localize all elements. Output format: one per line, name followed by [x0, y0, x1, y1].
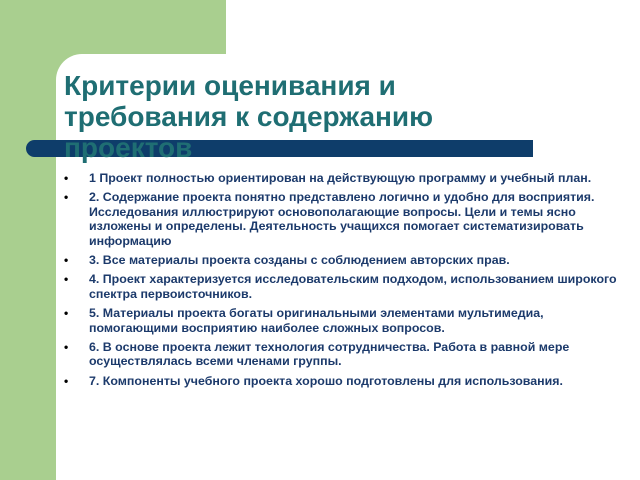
list-item: [64, 272, 624, 301]
list-item-text: 7. Компоненты учебного проекта хорошо подготовлены для использования.: [89, 373, 563, 388]
bullet-icon: •: [64, 306, 69, 321]
list-item: [64, 253, 624, 267]
bullet-icon: •: [64, 272, 69, 287]
title-line-1: Критерии оценивания и: [64, 70, 396, 101]
list-item-text: 3. Все материалы проекта созданы с соблюдением авторских прав.: [89, 253, 510, 268]
list-item: [64, 306, 624, 335]
list-item: [64, 340, 624, 369]
list-item-text: 5. Материалы проекта богаты оригинальными элементами мультимедиа, помогающими восприятию наиболее сложных вопросов.: [89, 306, 544, 335]
bullet-icon: •: [64, 340, 69, 355]
list-item: [64, 190, 624, 248]
bullet-icon: •: [64, 190, 69, 205]
bullet-icon: •: [64, 253, 69, 268]
bullet-icon: •: [64, 171, 69, 185]
list-item: [64, 171, 624, 185]
title-line-2: требования к содержанию: [64, 101, 434, 132]
criteria-list: [64, 171, 624, 393]
bullet-icon: •: [64, 373, 69, 388]
list-item-text: 4. Проект характеризуется исследовательским подходом, использованием широкого спектра первоисточников.: [89, 272, 617, 301]
list-item: [64, 374, 624, 388]
list-item-text: 6. В основе проекта лежит технология сотрудничества. Работа в равной мере осуществлялась всеми членами группы.: [89, 340, 570, 369]
list-item-text: 1 Проект полностью ориентирован на действующую программу и учебный план.: [89, 171, 592, 185]
title-line-3: проектов: [64, 132, 193, 163]
slide-title: [64, 70, 604, 163]
list-item-text: 2. Содержание проекта понятно представлено логично и удобно для восприятия. Исследования иллюстрируют основополагающие вопросы. Цели и темы ясно изложены и определены. Деятельность учащихся помогает систематизировать информацию: [89, 190, 595, 248]
